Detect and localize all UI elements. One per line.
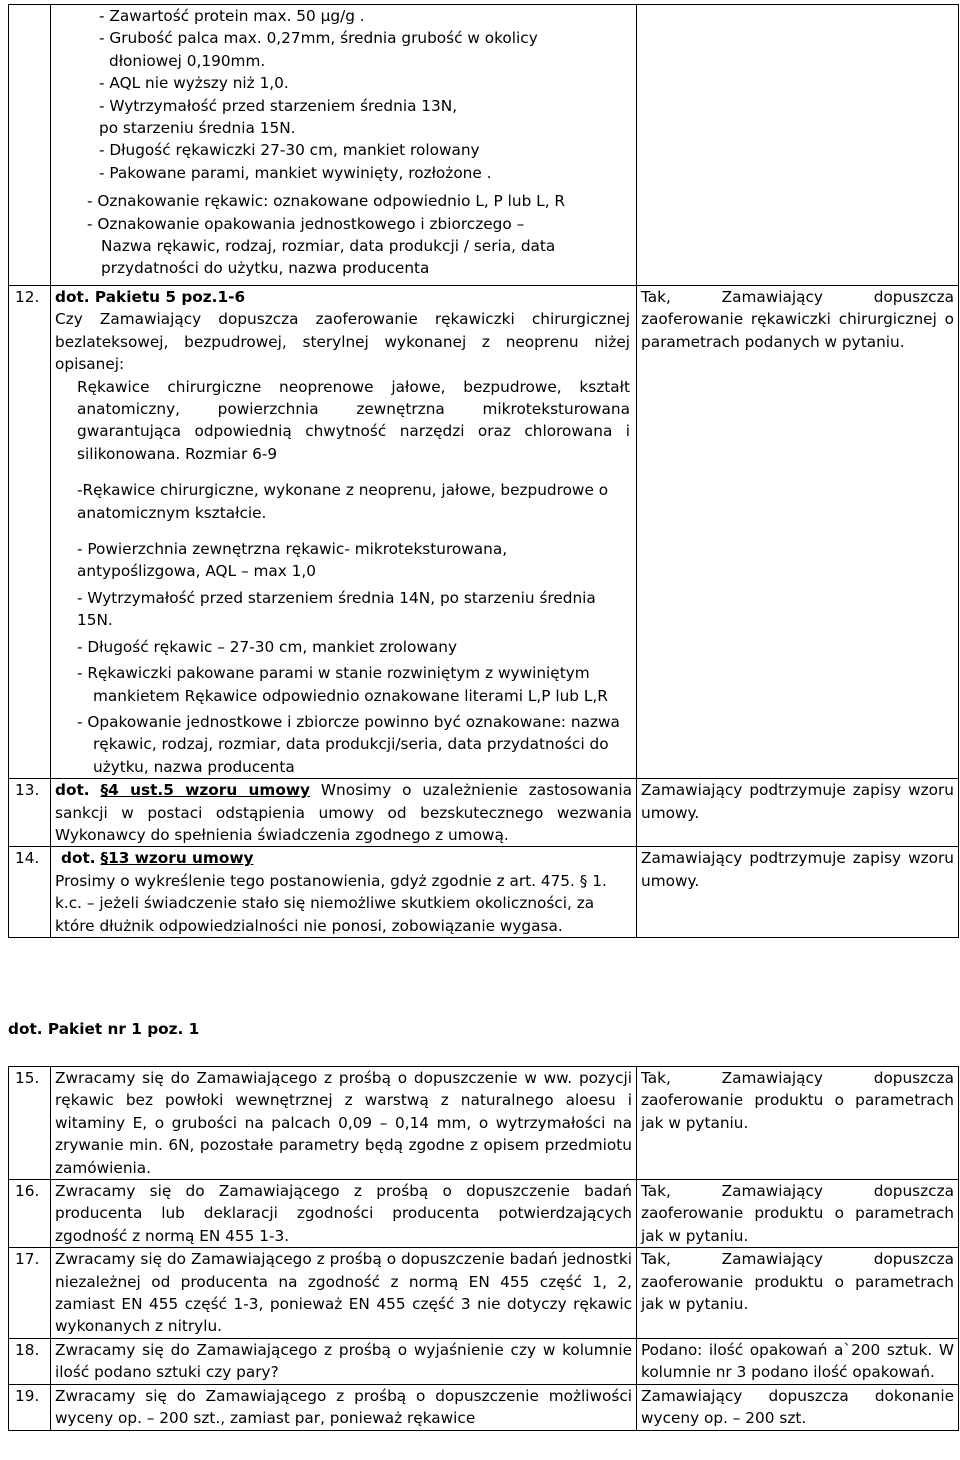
spec-line: - Rękawiczki pakowane parami w stanie rozwiniętym z wywiniętym mankietem Rękawice odpowiednio oznakowane literami L,P lub L,R [77, 664, 608, 705]
question-cell [51, 847, 637, 938]
qa-table-upper [8, 4, 959, 938]
row-number-cell [9, 5, 51, 286]
answer-cell: Zamawiający dopuszcza dokonanie wyceny op. – 200 szt. [637, 1384, 959, 1430]
spec-line: - Opakowanie jednostkowe i zbiorcze powinno być oznakowane: nazwa rękawic, rodzaj, rozmiar, data produkcji/seria, data przydatności do użytku, nazwa producenta [77, 712, 620, 776]
question-text: Zwracamy się do Zamawiającego z prośbą o dopuszczenie badań producenta lub deklaracji zgodności producenta potwierdzających zgodność z normą EN 455 1-3. [51, 1180, 637, 1248]
table-row [9, 1067, 959, 1180]
table-row [9, 5, 959, 286]
glove-spec-list [55, 538, 630, 778]
answer-cell: Tak, Zamawiający dopuszcza zaoferowanie rękawiczki chirurgicznej o parametrach podanych w pytaniu. [637, 286, 959, 779]
table-row [9, 1248, 959, 1339]
glove-spec-list-a [55, 5, 632, 184]
row-number: 12. [9, 286, 51, 779]
spec-line: Nazwa rękawic, rodzaj, rozmiar, data produkcji / seria, data [101, 237, 556, 256]
row-number: 13. [9, 779, 51, 847]
answer-cell: Zamawiający podtrzymuje zapisy wzoru umowy. [637, 847, 959, 938]
spec-line: - Grubość palca max. 0,27mm, średnia grubość w okolicy [99, 29, 538, 48]
glove-alt-description: -Rękawice chirurgiczne, wykonane z neoprenu, jałowe, bezpudrowe o anatomicznym kształcie. [77, 481, 609, 522]
spec-line: - Pakowane parami, mankiet wywinięty, rozłożone . [99, 163, 492, 182]
spec-line: - Długość rękawic – 27-30 cm, mankiet zrolowany [77, 637, 458, 656]
spec-line: dłoniowej 0,190mm. [109, 51, 266, 70]
question-text: Zwracamy się do Zamawiającego z prośbą o dopuszczenie w ww. pozycji rękawic bez powłoki wewnętrznej z warstwą z naturalnego aloesu i witaminy E, o grubości na palcach 0,09 – 0,14 mm, o wytrzymałości na zrywanie min. 6N, pozostałe parametry będą zgodne z opisem przedmiotu zamówienia. [51, 1067, 637, 1180]
glove-spec-list-b [55, 190, 632, 280]
answer-cell: Tak, Zamawiający dopuszcza zaoferowanie produktu o parametrach jak w pytaniu. [637, 1067, 959, 1180]
question-reference-prefix: dot. [55, 781, 90, 800]
section-heading: dot. Pakiet nr 1 poz. 1 [8, 1020, 200, 1038]
table-row [9, 1338, 959, 1384]
spec-line: - Zawartość protein max. 50 µg/g . [99, 7, 365, 25]
table-row [9, 847, 959, 938]
answer-cell: Zamawiający podtrzymuje zapisy wzoru umowy. [637, 779, 959, 847]
question-cell [51, 779, 637, 847]
spec-line: - Powierzchnia zewnętrzna rękawic- mikroteksturowana, antypoślizgowa, AQL – max 1,0 [77, 540, 508, 581]
spec-line: - Oznakowanie rękawic: oznakowane odpowiednio L, P lub L, R [87, 192, 566, 211]
question-text: Wnosimy o uzależnienie zastosowania sankcji w postaci odstąpienia umowy od bezskutecznego wezwania Wykonawcy do spełnienia świadczenia zgodnego z umową. [55, 781, 633, 844]
question-reference-prefix: dot. [61, 849, 96, 868]
spec-line: przydatności do użytku, nazwa producenta [101, 259, 430, 278]
row-number: 17. [9, 1248, 51, 1339]
row-number: 19. [9, 1384, 51, 1430]
table-row [9, 779, 959, 847]
spec-line: - Wytrzymałość przed starzeniem średnia 13N, [99, 96, 458, 115]
answer-cell: Podano: ilość opakowań a`200 sztuk. W kolumnie nr 3 podano ilość opakowań. [637, 1338, 959, 1384]
answer-cell [637, 5, 959, 286]
qa-table-lower [8, 1066, 959, 1431]
table-row [9, 286, 959, 779]
question-reference: dot. Pakietu 5 poz.1-6 [55, 288, 246, 306]
question-text: Czy Zamawiający dopuszcza zaoferowanie rękawiczki chirurgicznej bezlateksowej, bezpudrowej, sterylnej wykonanej z neoprenu niżej opisanej: [55, 310, 630, 374]
spec-line: - Wytrzymałość przed starzeniem średnia 14N, po starzeniu średnia 15N. [77, 588, 596, 630]
spec-line: - Oznakowanie opakowania jednostkowego i zbiorczego – [87, 214, 525, 233]
row-number: 15. [9, 1067, 51, 1180]
spec-line: po starzeniu średnia 15N. [99, 119, 296, 138]
row-number: 14. [9, 847, 51, 938]
glove-description: Rękawice chirurgiczne neoprenowe jałowe, bezpudrowe, kształt anatomiczny, powierzchnia zewnętrzna mikroteksturowana gwarantująca odpowiednią chwytność narzędzi oraz chlorowana i silikonowana. Rozmiar 6-9 [77, 377, 630, 463]
question-text: Zwracamy się do Zamawiającego z prośbą o dopuszczenie badań jednostki niezależnej od producenta na zgodność z normą EN 455 część 1, 2, zamiast EN 455 część 1-3, ponieważ EN 455 część 3 nie dotyczy rękawic wykonanych z nitrylu. [51, 1248, 637, 1339]
table-row [9, 1384, 959, 1430]
question-reference-link: §4 ust.5 wzoru umowy [100, 781, 310, 800]
answer-cell: Tak, Zamawiający dopuszcza zaoferowanie produktu o parametrach jak w pytaniu. [637, 1180, 959, 1248]
question-text: Zwracamy się do Zamawiającego z prośbą o dopuszczenie możliwości wyceny op. – 200 szt., zamiast par, ponieważ rękawice [51, 1384, 637, 1430]
spec-line: - AQL nie wyższy niż 1,0. [99, 74, 289, 93]
question-text: Zwracamy się do Zamawiającego z prośbą o wyjaśnienie czy w kolumnie ilość podano sztuki czy pary? [51, 1338, 637, 1384]
answer-cell: Tak, Zamawiający dopuszcza zaoferowanie produktu o parametrach jak w pytaniu. [637, 1248, 959, 1339]
row-number: 18. [9, 1338, 51, 1384]
spec-line: - Długość rękawiczki 27-30 cm, mankiet rolowany [99, 141, 480, 160]
question-reference-link: §13 wzoru umowy [100, 849, 254, 868]
question-cell [51, 286, 637, 779]
row-number: 16. [9, 1180, 51, 1248]
question-text: Prosimy o wykreślenie tego postanowienia, gdyż zgodnie z art. 475. § 1. k.c. – jeżeli świadczenie stało się niemożliwe skutkiem okoliczności, za które dłużnik odpowiedzialności nie ponosi, zobowiązanie wygasa. [55, 871, 607, 935]
question-cell [51, 5, 637, 286]
table-row [9, 1180, 959, 1248]
